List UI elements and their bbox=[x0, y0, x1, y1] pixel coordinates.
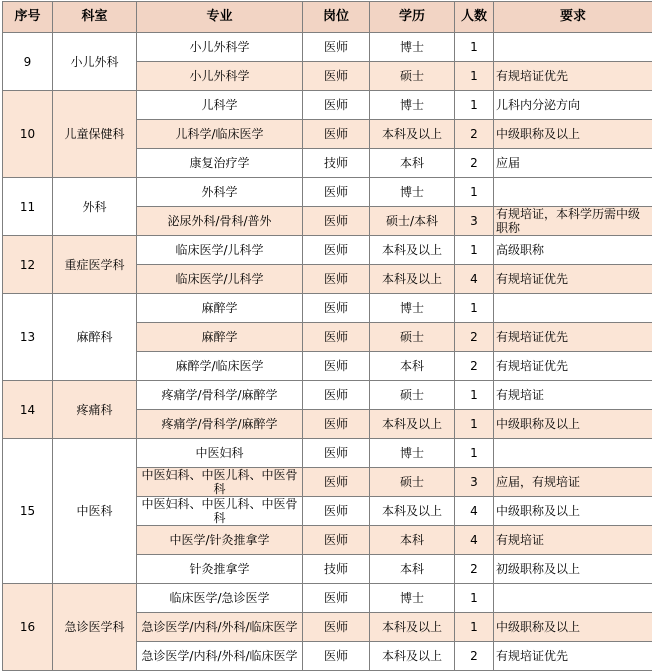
table-row bbox=[3, 294, 653, 323]
cell-count: 1 bbox=[455, 178, 494, 207]
header-row bbox=[3, 2, 653, 33]
cell-edu: 本科 bbox=[370, 555, 455, 584]
cell-edu: 本科及以上 bbox=[370, 642, 455, 671]
cell-dept: 儿童保健科 bbox=[53, 91, 137, 178]
cell-dept: 中医科 bbox=[53, 439, 137, 584]
cell-req: 应届，有规培证 bbox=[494, 468, 653, 497]
cell-major: 中医妇科、中医儿科、中医骨科 bbox=[137, 468, 303, 497]
cell-major: 疼痛学/骨科学/麻醉学 bbox=[137, 381, 303, 410]
cell-count: 1 bbox=[455, 33, 494, 62]
cell-post: 医师 bbox=[303, 120, 370, 149]
cell-req: 有规培证优先 bbox=[494, 62, 653, 91]
cell-major: 急诊医学/内科/外科/临床医学 bbox=[137, 642, 303, 671]
cell-req bbox=[494, 584, 653, 613]
cell-seq: 12 bbox=[3, 236, 53, 294]
cell-dept: 麻醉科 bbox=[53, 294, 137, 381]
cell-edu: 博士 bbox=[370, 584, 455, 613]
cell-edu: 本科及以上 bbox=[370, 497, 455, 526]
cell-major: 急诊医学/内科/外科/临床医学 bbox=[137, 613, 303, 642]
cell-major: 麻醉学/临床医学 bbox=[137, 352, 303, 381]
cell-post: 医师 bbox=[303, 439, 370, 468]
cell-edu: 博士 bbox=[370, 178, 455, 207]
cell-edu: 硕士 bbox=[370, 468, 455, 497]
cell-dept: 小儿外科 bbox=[53, 33, 137, 91]
cell-dept: 外科 bbox=[53, 178, 137, 236]
cell-count: 2 bbox=[455, 642, 494, 671]
cell-edu: 硕士 bbox=[370, 381, 455, 410]
cell-count: 2 bbox=[455, 555, 494, 584]
header-post: 岗位 bbox=[303, 2, 370, 33]
table-row bbox=[3, 91, 653, 120]
cell-edu: 本科 bbox=[370, 149, 455, 178]
cell-major: 疼痛学/骨科学/麻醉学 bbox=[137, 410, 303, 439]
cell-post: 医师 bbox=[303, 207, 370, 236]
table-row bbox=[3, 33, 653, 62]
cell-count: 1 bbox=[455, 410, 494, 439]
cell-req: 中级职称及以上 bbox=[494, 410, 653, 439]
cell-major: 儿科学 bbox=[137, 91, 303, 120]
cell-post: 医师 bbox=[303, 294, 370, 323]
table-body bbox=[3, 33, 653, 671]
cell-post: 医师 bbox=[303, 91, 370, 120]
cell-req: 有规培证 bbox=[494, 526, 653, 555]
cell-major: 中医妇科 bbox=[137, 439, 303, 468]
cell-edu: 博士 bbox=[370, 294, 455, 323]
cell-count: 3 bbox=[455, 468, 494, 497]
cell-dept: 疼痛科 bbox=[53, 381, 137, 439]
cell-post: 医师 bbox=[303, 178, 370, 207]
cell-major: 针灸推拿学 bbox=[137, 555, 303, 584]
cell-edu: 本科及以上 bbox=[370, 265, 455, 294]
cell-seq: 10 bbox=[3, 91, 53, 178]
cell-major: 康复治疗学 bbox=[137, 149, 303, 178]
cell-seq: 13 bbox=[3, 294, 53, 381]
cell-major: 临床医学/儿科学 bbox=[137, 236, 303, 265]
cell-major: 临床医学/急诊医学 bbox=[137, 584, 303, 613]
cell-req: 儿科内分泌方向 bbox=[494, 91, 653, 120]
cell-count: 2 bbox=[455, 120, 494, 149]
cell-req: 有规培证，本科学历需中级职称 bbox=[494, 207, 653, 236]
cell-count: 1 bbox=[455, 62, 494, 91]
cell-major: 麻醉学 bbox=[137, 294, 303, 323]
cell-major: 临床医学/儿科学 bbox=[137, 265, 303, 294]
header-edu: 学历 bbox=[370, 2, 455, 33]
header-dept: 科室 bbox=[53, 2, 137, 33]
cell-edu: 硕士 bbox=[370, 62, 455, 91]
cell-dept: 急诊医学科 bbox=[53, 584, 137, 671]
table-row bbox=[3, 178, 653, 207]
cell-count: 1 bbox=[455, 236, 494, 265]
cell-edu: 本科及以上 bbox=[370, 613, 455, 642]
cell-edu: 博士 bbox=[370, 439, 455, 468]
cell-major: 中医妇科、中医儿科、中医骨科 bbox=[137, 497, 303, 526]
cell-seq: 15 bbox=[3, 439, 53, 584]
cell-edu: 博士 bbox=[370, 33, 455, 62]
cell-post: 技师 bbox=[303, 149, 370, 178]
cell-req: 中级职称及以上 bbox=[494, 497, 653, 526]
cell-post: 医师 bbox=[303, 33, 370, 62]
cell-count: 1 bbox=[455, 439, 494, 468]
cell-req: 高级职称 bbox=[494, 236, 653, 265]
cell-seq: 11 bbox=[3, 178, 53, 236]
cell-req: 有规培证优先 bbox=[494, 352, 653, 381]
cell-count: 2 bbox=[455, 149, 494, 178]
cell-edu: 硕士/本科 bbox=[370, 207, 455, 236]
table-row bbox=[3, 381, 653, 410]
cell-major: 小儿外科学 bbox=[137, 62, 303, 91]
cell-count: 1 bbox=[455, 91, 494, 120]
table-row bbox=[3, 439, 653, 468]
table-row bbox=[3, 584, 653, 613]
cell-post: 医师 bbox=[303, 352, 370, 381]
cell-req: 应届 bbox=[494, 149, 653, 178]
cell-count: 1 bbox=[455, 381, 494, 410]
cell-post: 医师 bbox=[303, 613, 370, 642]
cell-req: 有规培证优先 bbox=[494, 642, 653, 671]
cell-seq: 9 bbox=[3, 33, 53, 91]
cell-edu: 本科 bbox=[370, 526, 455, 555]
cell-count: 2 bbox=[455, 352, 494, 381]
cell-req: 有规培证优先 bbox=[494, 323, 653, 352]
cell-post: 医师 bbox=[303, 323, 370, 352]
cell-req: 有规培证 bbox=[494, 381, 653, 410]
cell-post: 技师 bbox=[303, 555, 370, 584]
cell-count: 4 bbox=[455, 526, 494, 555]
cell-post: 医师 bbox=[303, 468, 370, 497]
cell-req: 有规培证优先 bbox=[494, 265, 653, 294]
cell-major: 小儿外科学 bbox=[137, 33, 303, 62]
cell-req bbox=[494, 439, 653, 468]
cell-count: 2 bbox=[455, 323, 494, 352]
cell-edu: 本科及以上 bbox=[370, 236, 455, 265]
header-req: 要求 bbox=[494, 2, 653, 33]
cell-count: 4 bbox=[455, 497, 494, 526]
cell-major: 儿科学/临床医学 bbox=[137, 120, 303, 149]
cell-req bbox=[494, 33, 653, 62]
header-major: 专业 bbox=[137, 2, 303, 33]
cell-edu: 本科及以上 bbox=[370, 410, 455, 439]
cell-major: 中医学/针灸推拿学 bbox=[137, 526, 303, 555]
cell-count: 1 bbox=[455, 294, 494, 323]
cell-count: 1 bbox=[455, 584, 494, 613]
cell-req bbox=[494, 178, 653, 207]
cell-major: 泌尿外科/骨科/普外 bbox=[137, 207, 303, 236]
cell-edu: 博士 bbox=[370, 91, 455, 120]
cell-seq: 16 bbox=[3, 584, 53, 671]
cell-count: 4 bbox=[455, 265, 494, 294]
cell-post: 医师 bbox=[303, 584, 370, 613]
cell-post: 医师 bbox=[303, 381, 370, 410]
cell-dept: 重症医学科 bbox=[53, 236, 137, 294]
cell-req: 中级职称及以上 bbox=[494, 120, 653, 149]
cell-post: 医师 bbox=[303, 642, 370, 671]
cell-post: 医师 bbox=[303, 236, 370, 265]
cell-edu: 本科及以上 bbox=[370, 120, 455, 149]
cell-post: 医师 bbox=[303, 497, 370, 526]
cell-count: 1 bbox=[455, 613, 494, 642]
cell-req bbox=[494, 294, 653, 323]
cell-post: 医师 bbox=[303, 410, 370, 439]
cell-count: 3 bbox=[455, 207, 494, 236]
cell-post: 医师 bbox=[303, 526, 370, 555]
header-count: 人数 bbox=[455, 2, 494, 33]
cell-req: 初级职称及以上 bbox=[494, 555, 653, 584]
cell-edu: 硕士 bbox=[370, 323, 455, 352]
cell-major: 外科学 bbox=[137, 178, 303, 207]
recruitment-sheet bbox=[2, 1, 652, 672]
table-row bbox=[3, 236, 653, 265]
cell-req: 中级职称及以上 bbox=[494, 613, 653, 642]
cell-major: 麻醉学 bbox=[137, 323, 303, 352]
cell-post: 医师 bbox=[303, 265, 370, 294]
cell-post: 医师 bbox=[303, 62, 370, 91]
cell-seq: 14 bbox=[3, 381, 53, 439]
recruitment-table bbox=[2, 1, 652, 671]
header-seq: 序号 bbox=[3, 2, 53, 33]
cell-edu: 本科 bbox=[370, 352, 455, 381]
